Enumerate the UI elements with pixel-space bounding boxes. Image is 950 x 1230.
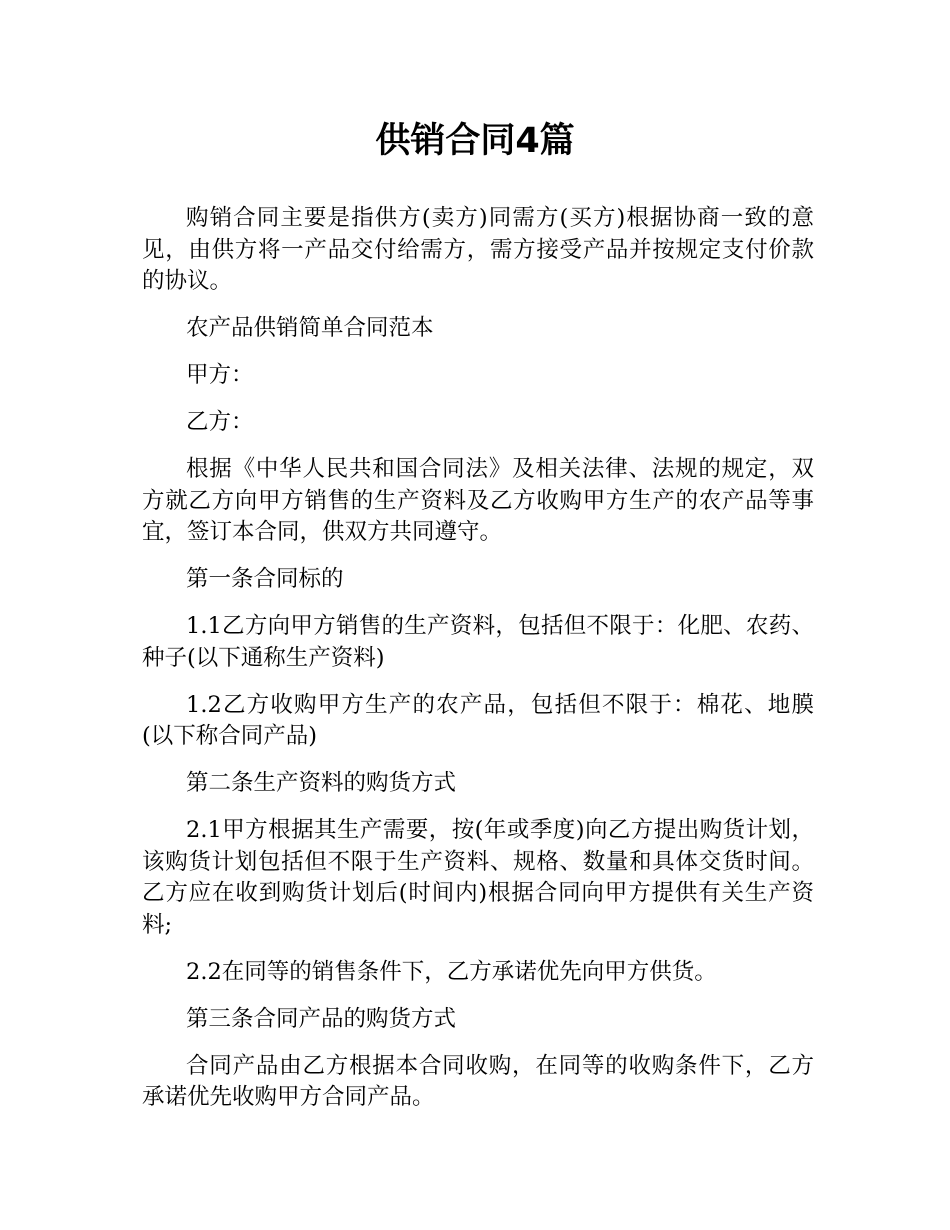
paragraph-article-2-heading: 第二条生产资料的购货方式: [186, 770, 457, 796]
paragraph-article-1-heading: 第一条合同标的: [186, 566, 344, 592]
paragraph-clause-1-1: 1.1乙方向甲方销售的生产资料，包括但不限于：化肥、农药、种子(以下通称生产资料): [142, 613, 814, 671]
paragraph-party-a: 甲方：: [186, 362, 254, 388]
paragraph-article-3-text: 合同产品由乙方根据本合同收购，在同等的收购条件下，乙方承诺优先收购甲方合同产品。: [142, 1052, 814, 1110]
paragraph-clause-2-2: 2.2在同等的销售条件下，乙方承诺优先向甲方供货。: [186, 958, 717, 985]
paragraph-party-b: 乙方：: [186, 409, 254, 435]
document-body: [142, 203, 814, 1129]
paragraph-intro: 购销合同主要是指供方(卖方)同需方(买方)根据协商一致的意见，由供方将一产品交付给需方，需方接受产品并按规定支付价款的协议。: [142, 205, 814, 294]
document-title: 供销合同4篇: [375, 121, 575, 161]
paragraph-contract-name: 农产品供销简单合同范本: [186, 315, 434, 341]
paragraph-clause-1-2: 1.2乙方收购甲方生产的农产品，包括但不限于：棉花、地膜(以下称合同产品): [142, 691, 814, 749]
paragraph-clause-2-1: 2.1甲方根据其生产需要，按(年或季度)向乙方提出购货计划，该购货计划包括但不限于生产资料、规格、数量和具体交货时间。乙方应在收到购货计划后(时间内)根据合同向甲方提供有关生产资料;: [142, 817, 814, 938]
paragraph-article-3-heading: 第三条合同产品的购货方式: [186, 1005, 457, 1032]
paragraph-legal-basis: 根据《中华人民共和国合同法》及相关法律、法规的规定，双方就乙方向甲方销售的生产资料及乙方收购甲方生产的农产品等事宜，签订本合同，供双方共同遵守。: [142, 456, 814, 545]
